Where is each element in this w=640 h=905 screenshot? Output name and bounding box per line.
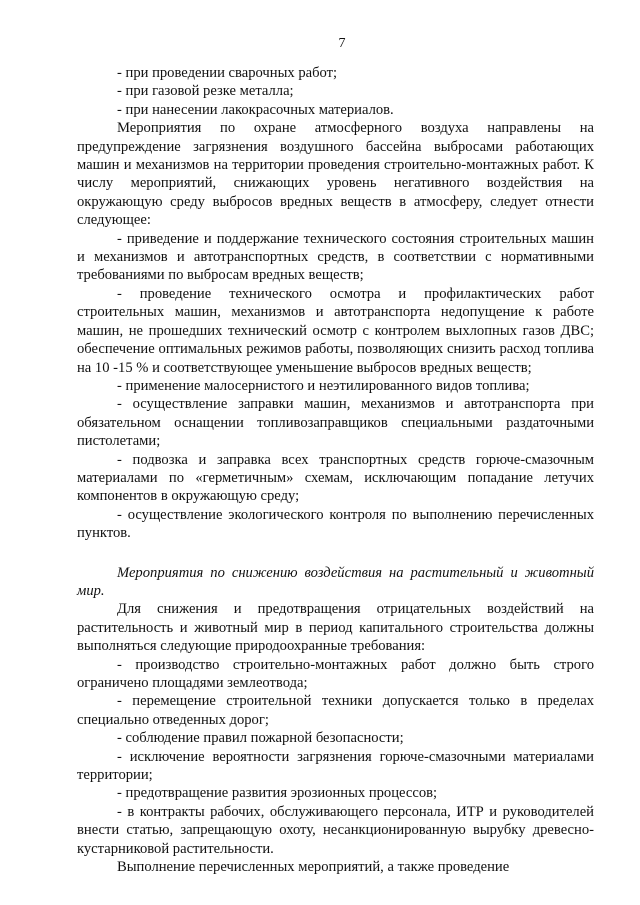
intro-item: - при газовой резке металла; <box>117 83 294 100</box>
document-body <box>77 64 594 876</box>
section-heading-flora-fauna: Мероприятия по снижению воздействия на растительный и животный мир. <box>77 564 594 599</box>
air-measure-item: - проведение технического осмотра и профилактических работ строительных машин, механизмов и автотранспорта недопущение к работе машин, не прошедших технический осмотр с контролем выхлопных газов ДВС; обеспечение оптимальных режимов работы, позволяющих снизить расход топлива на 10 -15 % и соответствующее уменьшение выбросов вредных веществ; <box>77 285 594 376</box>
flora-measure-item: - в контракты рабочих, обслуживающего персонала, ИТР и руководителей внести статью, запрещающую охоту, несанкционированную вырубку древесно-кустарниковой растительности. <box>77 803 594 857</box>
air-measure-item: - применение малосернистого и неэтилированного видов топлива; <box>117 377 530 394</box>
air-measure-item: - осуществление экологического контроля по выполнению перечисленных пунктов. <box>77 506 594 542</box>
air-measure-item: - подвозка и заправка всех транспортных средств горюче-смазочным материалами по «герметичным» схемам, исключающим попадание летучих компонентов в окружающую среду; <box>77 451 594 505</box>
page-number: 7 <box>338 36 346 51</box>
air-protection-paragraph: Мероприятия по охране атмосферного воздуха направлены на предупреждение загрязнения воздушного бассейна выбросами работающих машин и механизмов на территории проведения строительно-монтажных работ. К числу мероприятий, снижающих уровень негативного воздействия на окружающую среду выбросов вредных веществ в атмосферу, следует отнести следующее: <box>77 120 594 229</box>
flora-paragraph: Для снижения и предотвращения отрицательных воздействий на растительность и животный мир в период капитального строительства должны выполняться следующие природоохранные требования: <box>77 601 594 655</box>
intro-item: - при нанесении лакокрасочных материалов. <box>117 101 394 118</box>
air-measure-item: - осуществление заправки машин, механизмов и автотранспорта при обязательном оснащении топливозаправщиков специальными раздаточными пистолетами; <box>77 396 594 450</box>
intro-item: - при проведении сварочных работ; <box>117 65 338 81</box>
flora-measure-item: - предотвращение развития эрозионных процессов; <box>117 785 438 802</box>
flora-measure-item: - соблюдение правил пожарной безопасности; <box>117 730 404 747</box>
flora-measure-item: - исключение вероятности загрязнения горюче-смазочными материалами территории; <box>77 748 594 784</box>
closing-paragraph: Выполнение перечисленных мероприятий, а также проведение <box>117 859 510 876</box>
flora-measure-item: - перемещение строительной техники допускается только в пределах специально отведенных дорог; <box>77 693 594 728</box>
flora-measure-item: - производство строительно-монтажных работ должно быть строго ограничено площадями землеотвода; <box>77 656 594 691</box>
air-measure-item: - приведение и поддержание технического состояния строительных машин и механизмов и автотранспортных средств, в соответствии с нормативными требованиями по выбросам вредных веществ; <box>77 230 594 284</box>
